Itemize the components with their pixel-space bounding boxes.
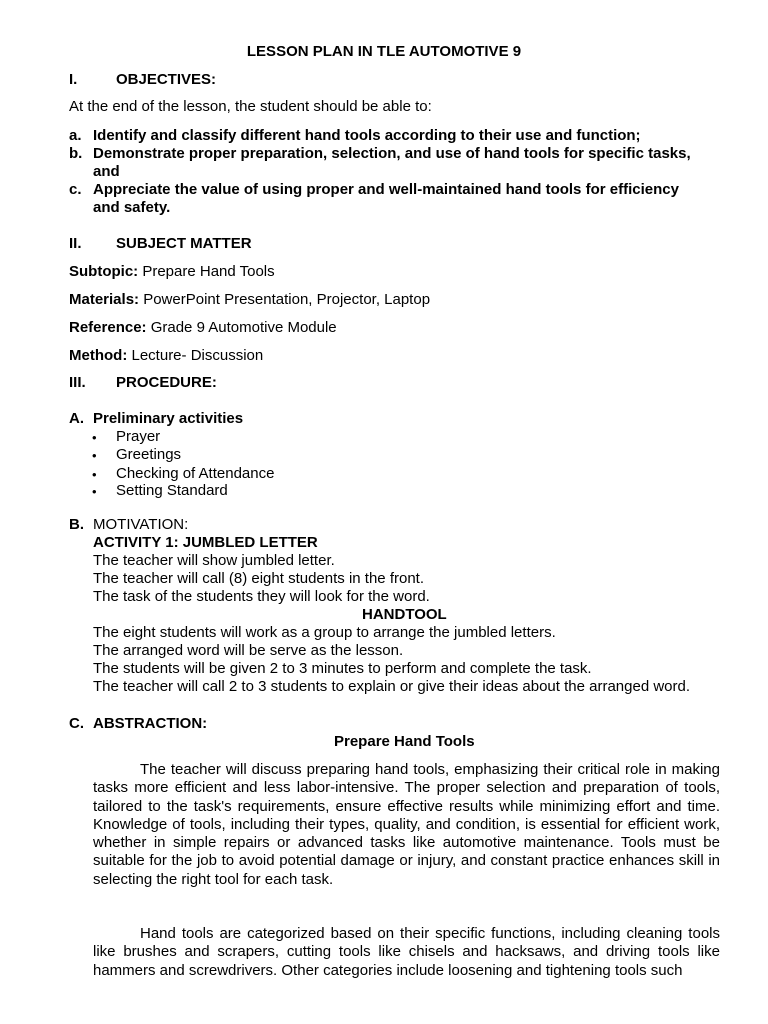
objective-letter: b.	[69, 145, 83, 162]
motivation-line: The teacher will call (8) eight students in the front.	[93, 570, 424, 587]
bullet-icon: •	[92, 484, 97, 499]
bullet-icon: •	[92, 448, 97, 463]
field-value: Prepare Hand Tools	[138, 263, 275, 280]
procedure-numeral: III.	[69, 374, 86, 391]
objective-letter: a.	[69, 127, 82, 144]
bullet-icon: •	[92, 430, 97, 445]
activity-title: ACTIVITY 1: JUMBLED LETTER	[93, 534, 318, 551]
jumbled-word: HANDTOOL	[362, 606, 447, 623]
field-value: Grade 9 Automotive Module	[146, 319, 337, 336]
subject-matter-numeral: II.	[69, 235, 82, 252]
abstraction-paragraph	[93, 761, 720, 889]
motivation-line: The teacher will call 2 to 3 students to explain or give their ideas about the arranged word.	[93, 678, 691, 695]
subject-matter-heading: SUBJECT MATTER	[116, 235, 252, 252]
subtopic-field	[69, 263, 275, 281]
preliminary-item: Greetings	[116, 446, 182, 463]
field-value: PowerPoint Presentation, Projector, Laptop	[139, 291, 431, 308]
paragraph-text: The teacher will discuss preparing hand tools, emphasizing their critical role in making tasks more efficient and less labor-intensive. The proper selection and preparation of tools, tailored to the task's requirements, ensure effective results while minimizing effort and time. Knowledge of tools, including their types, quality, and condition, is essential for efficient work, whether in simple repairs or advanced tasks like automotive maintenance. Tools must be suitable for the job to avoid potential damage or injury, and constant practice enhances skill in selecting the right tool for each task.	[93, 761, 720, 888]
objective-text: Demonstrate proper preparation, selection, and use of hand tools for specific tasks,	[93, 145, 691, 162]
objective-text-continued: and	[93, 163, 120, 180]
motivation-line: The students will be given 2 to 3 minutes to perform and complete the task.	[93, 660, 592, 677]
procedure-heading: PROCEDURE:	[116, 374, 217, 391]
field-label: Method:	[69, 347, 128, 364]
preliminary-heading: Preliminary activities	[93, 410, 244, 427]
field-label: Materials:	[69, 291, 140, 308]
document-title: LESSON PLAN IN TLE AUTOMOTIVE 9	[246, 43, 522, 60]
field-label: Reference:	[69, 319, 147, 336]
abstraction-letter: C.	[69, 715, 84, 732]
objective-text: Appreciate the value of using proper and well-maintained hand tools for efficiency	[93, 181, 679, 198]
field-label: Subtopic:	[69, 263, 139, 280]
objective-letter: c.	[69, 181, 82, 198]
objective-text: Identify and classify different hand tools according to their use and function;	[93, 127, 641, 144]
paragraph-text: Hand tools are categorized based on their specific functions, including cleaning tools like brushes and scrapers, cutting tools like chisels and hacksaws, and driving tools like hammers and screwdrivers. Other categories include loosening and tightening tools such	[93, 925, 720, 979]
preliminary-item: Checking of Attendance	[116, 465, 275, 482]
abstraction-heading: ABSTRACTION:	[93, 715, 208, 732]
motivation-line: The teacher will show jumbled letter.	[93, 552, 335, 569]
field-value: Lecture- Discussion	[127, 347, 264, 364]
motivation-line: The task of the students they will look for the word.	[93, 588, 430, 605]
objectives-heading: OBJECTIVES:	[116, 71, 217, 88]
motivation-line: The arranged word will be serve as the lesson.	[93, 642, 404, 659]
reference-field	[69, 319, 337, 337]
objectives-numeral: I.	[69, 71, 78, 88]
materials-field	[69, 291, 430, 309]
bullet-icon: •	[92, 467, 97, 482]
preliminary-item: Prayer	[116, 428, 161, 445]
motivation-line: The eight students will work as a group to arrange the jumbled letters.	[93, 624, 556, 641]
abstraction-subtitle: Prepare Hand Tools	[334, 733, 475, 750]
abstraction-paragraph	[93, 925, 720, 980]
preliminary-item: Setting Standard	[116, 482, 228, 499]
objective-text-continued: and safety.	[93, 199, 171, 216]
preliminary-letter: A.	[69, 410, 84, 427]
motivation-letter: B.	[69, 516, 84, 533]
method-field	[69, 347, 263, 365]
objectives-intro: At the end of the lesson, the student should be able to:	[69, 98, 432, 115]
motivation-heading: MOTIVATION:	[93, 516, 189, 533]
